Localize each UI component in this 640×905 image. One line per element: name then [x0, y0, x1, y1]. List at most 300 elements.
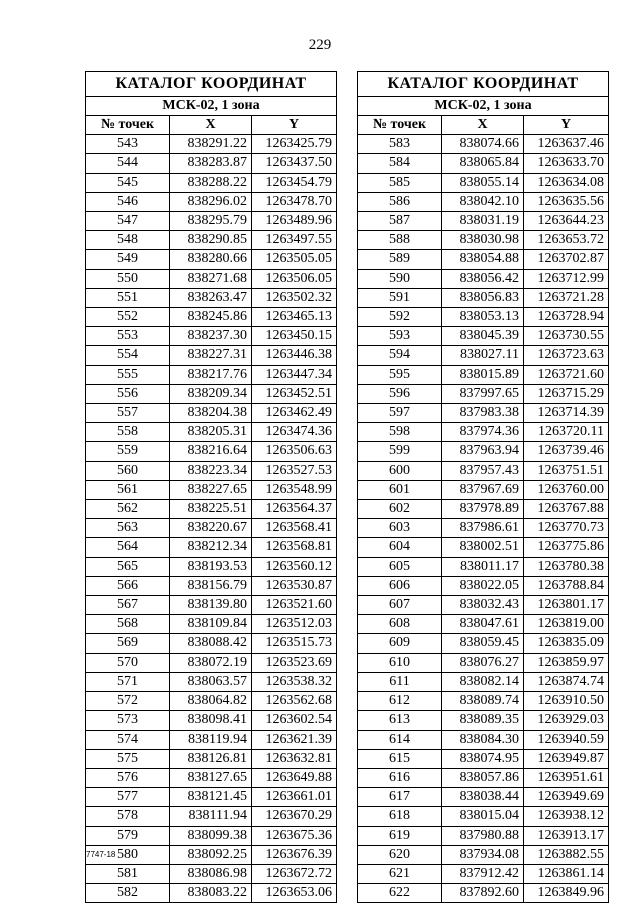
point-number-cell: 619: [358, 826, 442, 845]
y-coordinate-cell: 1263564.37: [252, 500, 337, 519]
table-row: [358, 346, 609, 365]
y-coordinate-cell: 1263478.70: [252, 192, 337, 211]
x-coordinate-cell: 838291.22: [170, 135, 252, 154]
y-coordinate-cell: 1263721.28: [524, 288, 609, 307]
table-row: [358, 327, 609, 346]
y-coordinate-cell: 1263521.60: [252, 596, 337, 615]
point-number-cell: 620: [358, 845, 442, 864]
table-row: [86, 864, 337, 883]
table-row: [358, 135, 609, 154]
point-number-cell: 611: [358, 672, 442, 691]
point-number-cell: 608: [358, 615, 442, 634]
y-coordinate-cell: 1263770.73: [524, 519, 609, 538]
table-row: [86, 173, 337, 192]
table-row: [358, 423, 609, 442]
x-coordinate-cell: 837983.38: [442, 404, 524, 423]
x-coordinate-cell: 837997.65: [442, 384, 524, 403]
table-row: [358, 519, 609, 538]
y-coordinate-cell: 1263502.32: [252, 288, 337, 307]
column-header-point-number: № точек: [86, 116, 170, 135]
x-coordinate-cell: 838074.95: [442, 749, 524, 768]
point-number-cell: 546: [86, 192, 170, 211]
point-number-cell: 612: [358, 692, 442, 711]
point-number-cell: 552: [86, 308, 170, 327]
y-coordinate-cell: 1263644.23: [524, 212, 609, 231]
y-coordinate-cell: 1263452.51: [252, 384, 337, 403]
y-coordinate-cell: 1263562.68: [252, 692, 337, 711]
point-number-cell: 574: [86, 730, 170, 749]
point-number-cell: 590: [358, 269, 442, 288]
x-coordinate-cell: 837967.69: [442, 480, 524, 499]
x-coordinate-cell: 837986.61: [442, 519, 524, 538]
point-number-cell: 572: [86, 692, 170, 711]
y-coordinate-cell: 1263465.13: [252, 308, 337, 327]
x-coordinate-cell: 838280.66: [170, 250, 252, 269]
y-coordinate-cell: 1263910.50: [524, 692, 609, 711]
table-row: [358, 308, 609, 327]
y-coordinate-cell: 1263560.12: [252, 557, 337, 576]
x-coordinate-cell: 838031.19: [442, 212, 524, 231]
y-coordinate-cell: 1263670.29: [252, 807, 337, 826]
point-number-cell: 544: [86, 154, 170, 173]
point-number-cell: 617: [358, 788, 442, 807]
point-number-cell: 602: [358, 500, 442, 519]
point-number-cell: 561: [86, 480, 170, 499]
table-row: [86, 365, 337, 384]
x-coordinate-cell: 838227.65: [170, 480, 252, 499]
x-coordinate-cell: 838086.98: [170, 864, 252, 883]
column-header-y: Y: [524, 116, 609, 135]
table-row: [86, 519, 337, 538]
x-coordinate-cell: 838271.68: [170, 269, 252, 288]
point-number-cell: 579: [86, 826, 170, 845]
y-coordinate-cell: 1263649.88: [252, 768, 337, 787]
x-coordinate-cell: 838225.51: [170, 500, 252, 519]
table-row: [358, 231, 609, 250]
point-number-cell: 554: [86, 346, 170, 365]
table-row: [86, 192, 337, 211]
table-row: [86, 749, 337, 768]
point-number-cell: 547: [86, 212, 170, 231]
y-coordinate-cell: 1263497.55: [252, 231, 337, 250]
point-number-cell: 557: [86, 404, 170, 423]
point-number-cell: 568: [86, 615, 170, 634]
x-coordinate-cell: 838089.35: [442, 711, 524, 730]
point-number-cell: 584: [358, 154, 442, 173]
x-coordinate-cell: 838121.45: [170, 788, 252, 807]
x-coordinate-cell: 837934.08: [442, 845, 524, 864]
x-coordinate-cell: 838064.82: [170, 692, 252, 711]
x-coordinate-cell: 838030.98: [442, 231, 524, 250]
table-row: [86, 788, 337, 807]
x-coordinate-cell: 838059.45: [442, 634, 524, 653]
x-coordinate-cell: 838290.85: [170, 231, 252, 250]
y-coordinate-cell: 1263760.00: [524, 480, 609, 499]
y-coordinate-cell: 1263637.46: [524, 135, 609, 154]
y-coordinate-cell: 1263723.63: [524, 346, 609, 365]
table-row: [358, 749, 609, 768]
table-row: [86, 231, 337, 250]
table-row: [358, 672, 609, 691]
point-number-cell: 583: [358, 135, 442, 154]
y-coordinate-cell: 1263523.69: [252, 653, 337, 672]
table-row: [358, 768, 609, 787]
point-number-cell: 613: [358, 711, 442, 730]
point-number-cell: 571: [86, 672, 170, 691]
table-row: [86, 480, 337, 499]
point-number-cell: 585: [358, 173, 442, 192]
x-coordinate-cell: 837974.36: [442, 423, 524, 442]
y-coordinate-cell: 1263538.32: [252, 672, 337, 691]
x-coordinate-cell: 838205.31: [170, 423, 252, 442]
x-coordinate-cell: 838092.25: [170, 845, 252, 864]
point-number-cell: 565: [86, 557, 170, 576]
x-coordinate-cell: 838054.88: [442, 250, 524, 269]
table-row: [358, 615, 609, 634]
y-coordinate-cell: 1263474.36: [252, 423, 337, 442]
x-coordinate-cell: 838209.34: [170, 384, 252, 403]
y-coordinate-cell: 1263489.96: [252, 212, 337, 231]
column-header-x: X: [442, 116, 524, 135]
point-number-cell: 597: [358, 404, 442, 423]
point-number-cell: 555: [86, 365, 170, 384]
x-coordinate-cell: 838212.34: [170, 538, 252, 557]
point-number-cell: 573: [86, 711, 170, 730]
point-number-cell: 600: [358, 461, 442, 480]
point-number-cell: 575: [86, 749, 170, 768]
point-number-cell: 587: [358, 212, 442, 231]
x-coordinate-cell: 838011.17: [442, 557, 524, 576]
x-coordinate-cell: 838220.67: [170, 519, 252, 538]
y-coordinate-cell: 1263437.50: [252, 154, 337, 173]
point-number-cell: 545: [86, 173, 170, 192]
point-number-cell: 598: [358, 423, 442, 442]
column-header-point-number: № точек: [358, 116, 442, 135]
y-coordinate-cell: 1263949.69: [524, 788, 609, 807]
x-coordinate-cell: 838223.34: [170, 461, 252, 480]
x-coordinate-cell: 838227.31: [170, 346, 252, 365]
y-coordinate-cell: 1263730.55: [524, 327, 609, 346]
point-number-cell: 593: [358, 327, 442, 346]
point-number-cell: 582: [86, 884, 170, 903]
y-coordinate-cell: 1263874.74: [524, 672, 609, 691]
x-coordinate-cell: 838027.11: [442, 346, 524, 365]
document-code: 7747-18: [86, 850, 116, 859]
x-coordinate-cell: 838263.47: [170, 288, 252, 307]
y-coordinate-cell: 1263819.00: [524, 615, 609, 634]
point-number-cell: 586: [358, 192, 442, 211]
y-coordinate-cell: 1263515.73: [252, 634, 337, 653]
x-coordinate-cell: 838283.87: [170, 154, 252, 173]
point-number-cell: 601: [358, 480, 442, 499]
point-number-cell: 592: [358, 308, 442, 327]
y-coordinate-cell: 1263702.87: [524, 250, 609, 269]
x-coordinate-cell: 837892.60: [442, 884, 524, 903]
table-row: [86, 404, 337, 423]
table-row: [358, 250, 609, 269]
point-number-cell: 615: [358, 749, 442, 768]
table-row: [358, 653, 609, 672]
point-number-cell: 599: [358, 442, 442, 461]
table-row: [86, 692, 337, 711]
y-coordinate-cell: 1263512.03: [252, 615, 337, 634]
y-coordinate-cell: 1263767.88: [524, 500, 609, 519]
x-coordinate-cell: 838296.02: [170, 192, 252, 211]
table-row: [86, 634, 337, 653]
table-row: [86, 346, 337, 365]
y-coordinate-cell: 1263635.56: [524, 192, 609, 211]
table-row: [86, 730, 337, 749]
y-coordinate-cell: 1263861.14: [524, 864, 609, 883]
table-row: [358, 384, 609, 403]
y-coordinate-cell: 1263568.41: [252, 519, 337, 538]
x-coordinate-cell: 838288.22: [170, 173, 252, 192]
x-coordinate-cell: 838295.79: [170, 212, 252, 231]
point-number-cell: 577: [86, 788, 170, 807]
catalog-subtitle: МСК-02, 1 зона: [358, 97, 609, 116]
x-coordinate-cell: 837963.94: [442, 442, 524, 461]
y-coordinate-cell: 1263527.53: [252, 461, 337, 480]
x-coordinate-cell: 838119.94: [170, 730, 252, 749]
point-number-cell: 589: [358, 250, 442, 269]
table-row: [86, 596, 337, 615]
x-coordinate-cell: 838084.30: [442, 730, 524, 749]
y-coordinate-cell: 1263940.59: [524, 730, 609, 749]
y-coordinate-cell: 1263775.86: [524, 538, 609, 557]
y-coordinate-cell: 1263676.39: [252, 845, 337, 864]
catalog-body-left: [86, 135, 337, 903]
table-row: [358, 692, 609, 711]
x-coordinate-cell: 838072.19: [170, 653, 252, 672]
point-number-cell: 564: [86, 538, 170, 557]
point-number-cell: 549: [86, 250, 170, 269]
x-coordinate-cell: 838099.38: [170, 826, 252, 845]
point-number-cell: 567: [86, 596, 170, 615]
x-coordinate-cell: 838082.14: [442, 672, 524, 691]
y-coordinate-cell: 1263715.29: [524, 384, 609, 403]
point-number-cell: 603: [358, 519, 442, 538]
point-number-cell: 591: [358, 288, 442, 307]
y-coordinate-cell: 1263721.60: [524, 365, 609, 384]
x-coordinate-cell: 838055.14: [442, 173, 524, 192]
y-coordinate-cell: 1263849.96: [524, 884, 609, 903]
table-row: [86, 461, 337, 480]
table-row: [86, 615, 337, 634]
y-coordinate-cell: 1263462.49: [252, 404, 337, 423]
table-row: [358, 442, 609, 461]
table-row: [358, 192, 609, 211]
x-coordinate-cell: 837912.42: [442, 864, 524, 883]
point-number-cell: 569: [86, 634, 170, 653]
y-coordinate-cell: 1263506.63: [252, 442, 337, 461]
x-coordinate-cell: 838216.64: [170, 442, 252, 461]
y-coordinate-cell: 1263505.05: [252, 250, 337, 269]
x-coordinate-cell: 838109.84: [170, 615, 252, 634]
y-coordinate-cell: 1263949.87: [524, 749, 609, 768]
point-number-cell: 560: [86, 461, 170, 480]
table-row: [358, 269, 609, 288]
y-coordinate-cell: 1263450.15: [252, 327, 337, 346]
point-number-cell: 604: [358, 538, 442, 557]
y-coordinate-cell: 1263653.72: [524, 231, 609, 250]
table-row: [86, 576, 337, 595]
table-row: [86, 135, 337, 154]
x-coordinate-cell: 838042.10: [442, 192, 524, 211]
y-coordinate-cell: 1263672.72: [252, 864, 337, 883]
y-coordinate-cell: 1263720.11: [524, 423, 609, 442]
table-row: [358, 864, 609, 883]
y-coordinate-cell: 1263568.81: [252, 538, 337, 557]
y-coordinate-cell: 1263951.61: [524, 768, 609, 787]
table-row: [86, 384, 337, 403]
x-coordinate-cell: 837978.89: [442, 500, 524, 519]
table-row: [358, 596, 609, 615]
column-header-y: Y: [252, 116, 337, 135]
x-coordinate-cell: 838056.83: [442, 288, 524, 307]
x-coordinate-cell: 838076.27: [442, 653, 524, 672]
table-row: [86, 308, 337, 327]
table-row: [358, 173, 609, 192]
y-coordinate-cell: 1263632.81: [252, 749, 337, 768]
x-coordinate-cell: 838002.51: [442, 538, 524, 557]
table-row: [358, 884, 609, 903]
point-number-cell: 559: [86, 442, 170, 461]
y-coordinate-cell: 1263454.79: [252, 173, 337, 192]
table-row: [358, 404, 609, 423]
x-coordinate-cell: 838083.22: [170, 884, 252, 903]
point-number-cell: 566: [86, 576, 170, 595]
y-coordinate-cell: 1263882.55: [524, 845, 609, 864]
x-coordinate-cell: 838088.42: [170, 634, 252, 653]
y-coordinate-cell: 1263653.06: [252, 884, 337, 903]
catalog-subtitle: МСК-02, 1 зона: [86, 97, 337, 116]
table-row: [86, 212, 337, 231]
x-coordinate-cell: 838074.66: [442, 135, 524, 154]
y-coordinate-cell: 1263602.54: [252, 711, 337, 730]
coordinate-catalog-left: [85, 71, 337, 903]
x-coordinate-cell: 838032.43: [442, 596, 524, 615]
point-number-cell: 605: [358, 557, 442, 576]
table-row: [358, 845, 609, 864]
x-coordinate-cell: 838245.86: [170, 308, 252, 327]
table-row: [358, 576, 609, 595]
table-row: [86, 250, 337, 269]
x-coordinate-cell: 838126.81: [170, 749, 252, 768]
y-coordinate-cell: 1263801.17: [524, 596, 609, 615]
point-number-cell: 562: [86, 500, 170, 519]
table-row: [86, 884, 337, 903]
point-number-cell: 563: [86, 519, 170, 538]
table-row: [86, 845, 337, 864]
point-number-cell: 588: [358, 231, 442, 250]
table-row: [358, 557, 609, 576]
table-row: [358, 788, 609, 807]
x-coordinate-cell: 838056.42: [442, 269, 524, 288]
point-number-cell: 607: [358, 596, 442, 615]
coordinate-catalog-right: [357, 71, 609, 903]
y-coordinate-cell: 1263835.09: [524, 634, 609, 653]
y-coordinate-cell: 1263661.01: [252, 788, 337, 807]
y-coordinate-cell: 1263530.87: [252, 576, 337, 595]
point-number-cell: 558: [86, 423, 170, 442]
point-number-cell: 606: [358, 576, 442, 595]
table-row: [86, 826, 337, 845]
table-row: [358, 500, 609, 519]
point-number-cell: 595: [358, 365, 442, 384]
y-coordinate-cell: 1263506.05: [252, 269, 337, 288]
point-number-cell: 622: [358, 884, 442, 903]
x-coordinate-cell: 838022.05: [442, 576, 524, 595]
point-number-cell: 594: [358, 346, 442, 365]
x-coordinate-cell: 838057.86: [442, 768, 524, 787]
point-number-cell: 580: [86, 845, 170, 864]
table-row: [86, 327, 337, 346]
x-coordinate-cell: 838045.39: [442, 327, 524, 346]
point-number-cell: 543: [86, 135, 170, 154]
point-number-cell: 581: [86, 864, 170, 883]
table-row: [86, 711, 337, 730]
table-row: [358, 212, 609, 231]
point-number-cell: 618: [358, 807, 442, 826]
y-coordinate-cell: 1263675.36: [252, 826, 337, 845]
table-row: [358, 634, 609, 653]
point-number-cell: 551: [86, 288, 170, 307]
x-coordinate-cell: 838047.61: [442, 615, 524, 634]
table-row: [358, 288, 609, 307]
x-coordinate-cell: 837980.88: [442, 826, 524, 845]
x-coordinate-cell: 838139.80: [170, 596, 252, 615]
y-coordinate-cell: 1263913.17: [524, 826, 609, 845]
catalog-title: КАТАЛОГ КООРДИНАТ: [358, 72, 609, 97]
x-coordinate-cell: 838217.76: [170, 365, 252, 384]
y-coordinate-cell: 1263446.38: [252, 346, 337, 365]
y-coordinate-cell: 1263621.39: [252, 730, 337, 749]
table-row: [358, 807, 609, 826]
y-coordinate-cell: 1263728.94: [524, 308, 609, 327]
point-number-cell: 616: [358, 768, 442, 787]
x-coordinate-cell: 837957.43: [442, 461, 524, 480]
y-coordinate-cell: 1263714.39: [524, 404, 609, 423]
table-row: [358, 365, 609, 384]
point-number-cell: 553: [86, 327, 170, 346]
point-number-cell: 609: [358, 634, 442, 653]
x-coordinate-cell: 838098.41: [170, 711, 252, 730]
table-row: [86, 288, 337, 307]
table-row: [358, 826, 609, 845]
y-coordinate-cell: 1263633.70: [524, 154, 609, 173]
catalog-title: КАТАЛОГ КООРДИНАТ: [86, 72, 337, 97]
point-number-cell: 550: [86, 269, 170, 288]
table-row: [86, 768, 337, 787]
point-number-cell: 596: [358, 384, 442, 403]
table-row: [358, 538, 609, 557]
point-number-cell: 610: [358, 653, 442, 672]
y-coordinate-cell: 1263780.38: [524, 557, 609, 576]
x-coordinate-cell: 838015.04: [442, 807, 524, 826]
x-coordinate-cell: 838204.38: [170, 404, 252, 423]
x-coordinate-cell: 838038.44: [442, 788, 524, 807]
table-row: [86, 557, 337, 576]
table-row: [86, 653, 337, 672]
point-number-cell: 570: [86, 653, 170, 672]
table-row: [358, 154, 609, 173]
point-number-cell: 548: [86, 231, 170, 250]
table-row: [358, 730, 609, 749]
point-number-cell: 621: [358, 864, 442, 883]
column-header-x: X: [170, 116, 252, 135]
x-coordinate-cell: 838015.89: [442, 365, 524, 384]
x-coordinate-cell: 838111.94: [170, 807, 252, 826]
